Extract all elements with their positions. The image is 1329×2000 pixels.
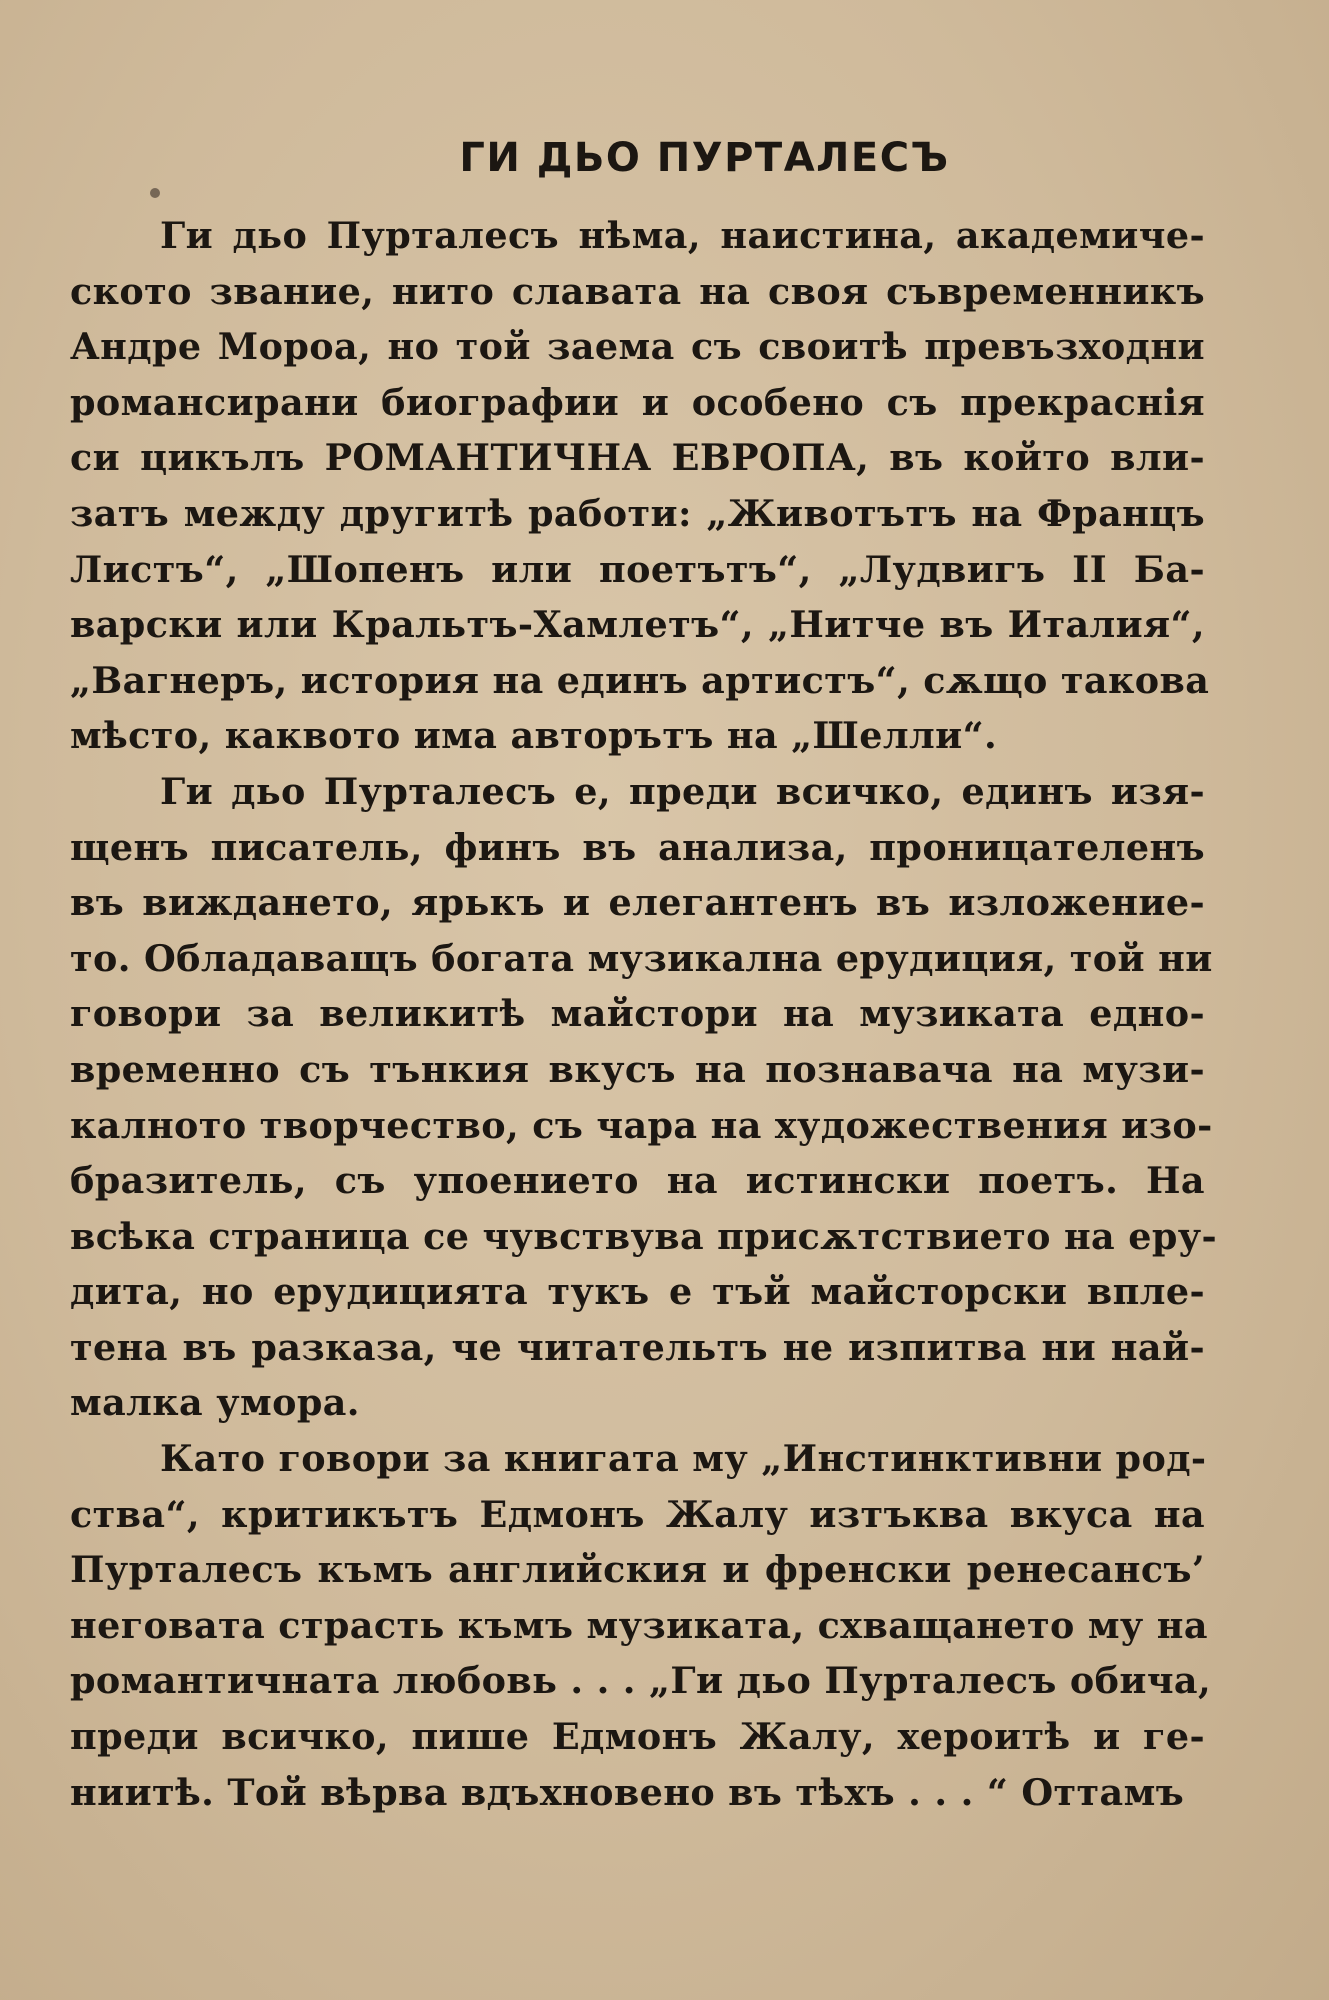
text-line: тена въ разказа, че читательтъ не изпитва ни най-: [70, 1325, 1205, 1369]
text-line: варски или Кральтъ-Хамлетъ“, „Нитче въ Италия“,: [70, 603, 1205, 647]
text-line: временно съ тънкия вкусъ на познавача на музи-: [70, 1047, 1205, 1091]
text-line: романсирани биографии и особено съ прекраснія: [70, 380, 1205, 424]
text-line: Андре Мороа, но той заема съ своитѣ превъзходни: [70, 325, 1205, 369]
text-line: Ги дьо Пурталесъ нѣма, наистина, академиче-: [160, 214, 1205, 257]
ink-speck: [150, 188, 160, 198]
text-line: всѣка страница се чувствува присѫтствието на еру-: [70, 1214, 1218, 1258]
text-line: говори за великитѣ майстори на музиката едно-: [70, 992, 1205, 1036]
text-line: Ги дьо Пурталесъ е, преди всичко, единъ изя-: [160, 769, 1205, 813]
page-title: ГИ ДЬО ПУРТАЛЕСЪ: [459, 135, 950, 181]
text-line: „Вагнеръ, история на единъ артистъ“, сѫщо такова: [70, 658, 1210, 702]
text-line: Пурталесъ къмъ английския и френски ренесансъ’: [70, 1548, 1205, 1592]
text-line: щенъ писатель, финъ въ анализа, проницателенъ: [70, 825, 1205, 869]
text-line: калното творчество, съ чара на художествения изо-: [70, 1103, 1213, 1147]
text-line: неговата страсть къмъ музиката, схващането му на: [70, 1603, 1208, 1647]
text-line: преди всичко, пише Едмонъ Жалу, хероитѣ и ге-: [70, 1715, 1205, 1759]
body-text: [70, 208, 1218, 1820]
text-line: романтичната любовь . . . „Ги дьо Пурталесъ обича,: [70, 1659, 1212, 1703]
text-line: Като говори за книгата му „Инстинктивни род-: [160, 1437, 1207, 1481]
text-line: ниитѣ. Той вѣрва вдъхновено въ тѣхъ . . . “ Оттамъ: [70, 1770, 1185, 1814]
text-line: ства“, критикътъ Едмонъ Жалу изтъква вкуса на: [70, 1492, 1205, 1536]
text-line: въ виждането, ярькъ и елегантенъ въ изложение-: [70, 881, 1205, 925]
paragraph: [70, 208, 1210, 764]
text-line: затъ между другитѣ работи: „Животътъ на Францъ: [70, 491, 1205, 535]
text-line: ското звание, нито славата на своя съвременникъ: [70, 269, 1205, 313]
text-line: бразитель, съ упоението на истински поетъ. На: [70, 1159, 1205, 1203]
text-line: си цикълъ РОМАНТИЧНА ЕВРОПА, въ който вли-: [70, 436, 1205, 480]
text-line: то. Обладаващъ богата музикална ерудиция, той ни: [70, 936, 1213, 980]
text-line: Листъ“, „Шопенъ или поетътъ“, „Лудвигъ II Ба-: [70, 547, 1205, 591]
text-line: мѣсто, каквото има авторътъ на „Шелли“.: [70, 714, 998, 758]
text-line: дита, но ерудицията тукъ е тъй майсторски впле-: [70, 1270, 1205, 1314]
paragraph: [70, 1431, 1212, 1820]
paragraph: [70, 764, 1218, 1431]
text-line: малка умора.: [70, 1381, 360, 1425]
